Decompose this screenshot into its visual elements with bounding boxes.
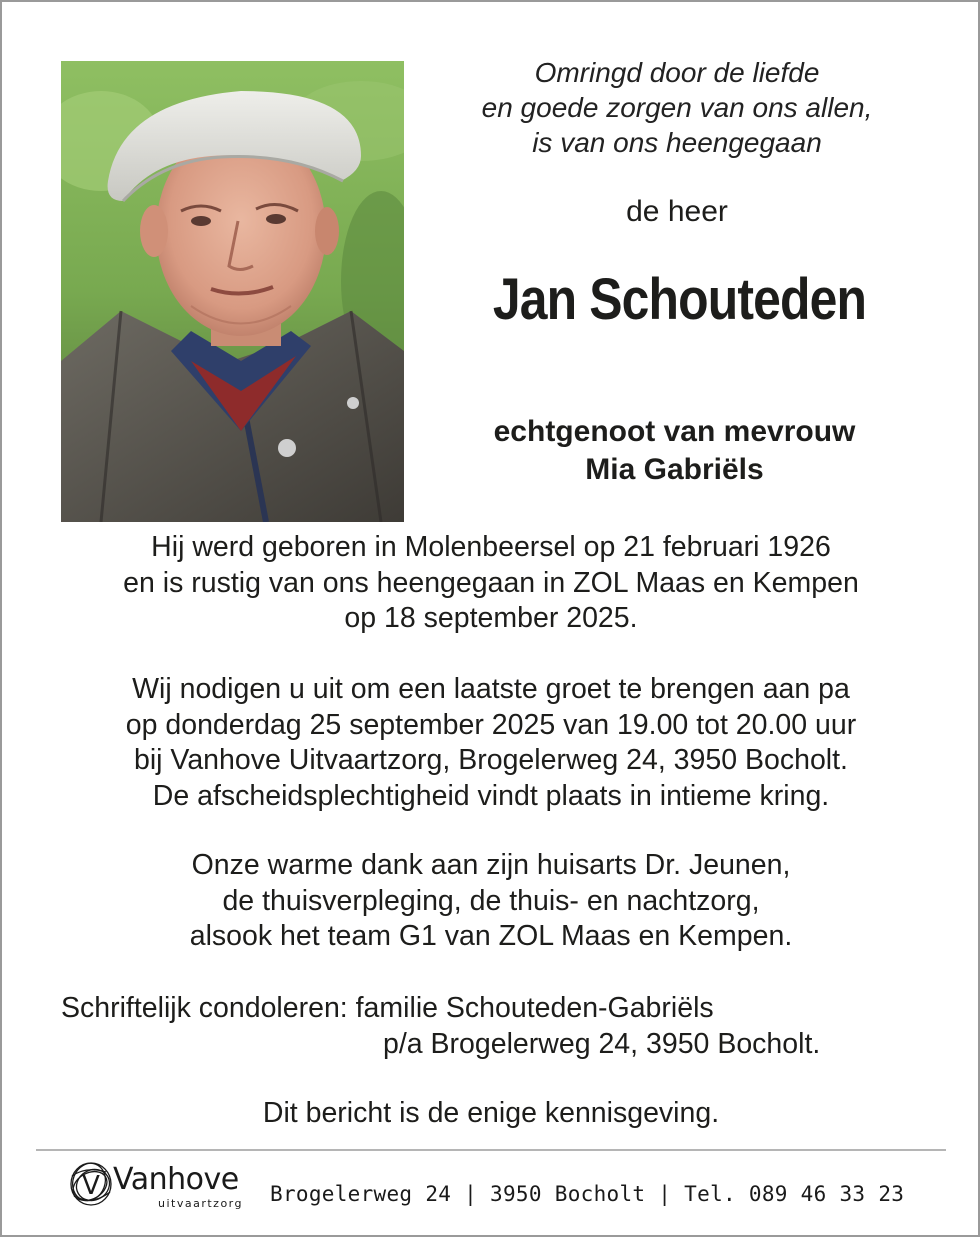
- condolences-paragraph: [61, 990, 820, 1062]
- invitation-paragraph: [42, 672, 940, 814]
- svg-text:V: V: [82, 1171, 100, 1201]
- condolences-line: Schriftelijk condoleren: familie Schouteden-Gabriëls: [61, 992, 714, 1024]
- paragraph-line: en is rustig van ons heengegaan in ZOL Maas en Kempen: [123, 566, 859, 599]
- logo-subtitle: uitvaartzorg: [158, 1197, 243, 1210]
- vanhove-logo-mark-icon: [66, 1158, 116, 1210]
- paragraph-line: Wij nodigen u uit om een laatste groet te brengen aan pa: [132, 673, 850, 705]
- deceased-name: Jan Schouteden: [492, 267, 867, 332]
- intro-line: Omringd door de liefde: [534, 57, 820, 88]
- spouse-line: echtgenoot van mevrouw: [493, 415, 856, 448]
- intro-text: [442, 55, 912, 160]
- thanks-paragraph: [42, 848, 940, 955]
- intro-line: is van ons heengegaan: [532, 127, 822, 158]
- paragraph-line: Onze warme dank aan zijn huisarts Dr. Jeunen,: [191, 849, 791, 881]
- condolences-address: p/a Brogelerweg 24, 3950 Bocholt.: [383, 1028, 821, 1060]
- paragraph-line: alsook het team G1 van ZOL Maas en Kempen.: [189, 920, 793, 952]
- footer-divider: [36, 1149, 946, 1151]
- footer-address: Brogelerweg 24 | 3950 Bocholt | Tel. 089 46 33 23: [270, 1182, 905, 1206]
- portrait-photo: [61, 61, 404, 522]
- paragraph-line: de thuisverpleging, de thuis- en nachtzorg,: [222, 884, 760, 917]
- paragraph-line: Hij werd geboren in Molenbeersel op 21 februari 1926: [151, 531, 831, 563]
- vanhove-logo: [66, 1158, 266, 1218]
- title-prefix: de heer: [626, 195, 728, 228]
- paragraph-line: bij Vanhove Uitvaartzorg, Brogelerweg 24, 3950 Bocholt.: [134, 744, 848, 776]
- spouse-line: Mia Gabriëls: [585, 453, 764, 486]
- logo-name: Vanhove: [113, 1162, 239, 1197]
- birth-death-paragraph: [42, 530, 940, 637]
- notice-text: Dit bericht is de enige kennisgeving.: [262, 1097, 720, 1129]
- intro-line: en goede zorgen van ons allen,: [481, 92, 873, 123]
- spouse-text: [432, 413, 917, 489]
- paragraph-line: op 18 september 2025.: [344, 602, 638, 634]
- paragraph-line: op donderdag 25 september 2025 van 19.00 tot 20.00 uur: [125, 708, 857, 741]
- paragraph-line: De afscheidsplechtigheid vindt plaats in intieme kring.: [152, 779, 830, 812]
